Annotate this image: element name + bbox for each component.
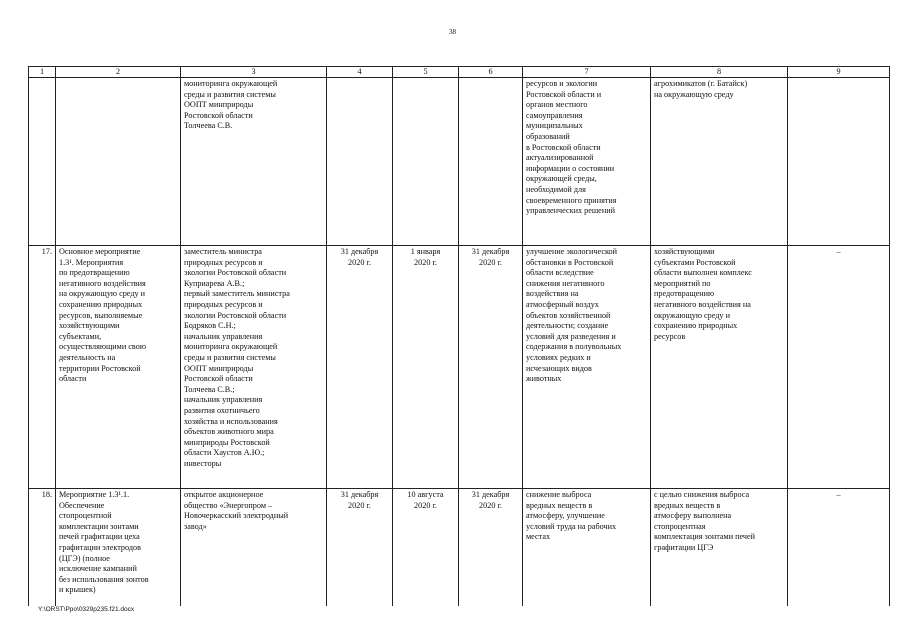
cell-actual-start: 1 января 2020 г. [393, 246, 459, 489]
measures-table [28, 66, 890, 606]
cell-actual-result: хозяйствующими субъектами Ростовской области выполнен комплекс мероприятий по предотвращению негативного воздействия на окружающую среду и сохранению природных ресурсов [651, 246, 788, 489]
cell-planned-result: снижение выброса вредных веществ в атмосферу, улучшение условий труда на рабочих местах [523, 489, 651, 606]
cell-actual-result: агрохимикатов (г. Батайск) на окружающую среду [651, 78, 788, 246]
header-cell: 8 [651, 67, 788, 78]
header-cell: 4 [327, 67, 393, 78]
header-cell: 2 [56, 67, 181, 78]
file-path-footer: Y:\ORST\Ppo\0329p235.f21.docx [38, 606, 135, 613]
table-row [29, 78, 890, 246]
cell-actual-end: 31 декабря 2020 г. [459, 246, 523, 489]
header-cell: 3 [181, 67, 327, 78]
cell-number: 17. [29, 246, 56, 489]
header-cell: 9 [788, 67, 890, 78]
header-cell: 6 [459, 67, 523, 78]
cell-actual-end: 31 декабря 2020 г. [459, 489, 523, 606]
header-cell: 1 [29, 67, 56, 78]
cell-planned-end: 31 декабря 2020 г. [327, 246, 393, 489]
cell-measure-name: Основное мероприятие 1.3¹. Мероприятия по предотвращению негативного воздействия на окружающую среду и сохранению природных ресурсов, выполняемые хозяйствующими субъектами, осуществляющими свою деятельность на территории Ростовской области [56, 246, 181, 489]
cell-number [29, 78, 56, 246]
cell-responsible: открытое акционерное общество «Энергопром – Новочеркасский электродный завод» [181, 489, 327, 606]
page-number: 38 [449, 28, 456, 36]
cell-actual-start [393, 78, 459, 246]
cell-actual-start: 10 августа 2020 г. [393, 489, 459, 606]
cell-number: 18. [29, 489, 56, 606]
cell-planned-end [327, 78, 393, 246]
header-cell: 5 [393, 67, 459, 78]
cell-reasons: – [788, 489, 890, 606]
cell-measure-name: Мероприятие 1.3¹.1. Обеспечение стопроцентной комплектации зонтами печей графитации цеха графитации электродов (ЦГЭ) (полное исключение кампаний без использования зонтов и крышек) [56, 489, 181, 606]
cell-planned-result: улучшение экологической обстановки в Ростовской области вследствие снижения негативного воздействия на атмосферный воздух объектов хозяйственной деятельности; создание условий для разведения и содержания в полувольных условиях редких и исчезающих видов животных [523, 246, 651, 489]
cell-actual-end [459, 78, 523, 246]
cell-reasons [788, 78, 890, 246]
cell-responsible: мониторинга окружающей среды и развития системы ООПТ минприроды Ростовской области Толчеева С.В. [181, 78, 327, 246]
cell-reasons: – [788, 246, 890, 489]
header-cell: 7 [523, 67, 651, 78]
cell-planned-end: 31 декабря 2020 г. [327, 489, 393, 606]
cell-planned-result: ресурсов и экологии Ростовской области и органов местного самоуправления муниципальных образований в Ростовской области актуализированной информации о состоянии окружающей среды, необходимой для своевременного принятия управленческих решений [523, 78, 651, 246]
table-row [29, 246, 890, 489]
cell-actual-result: с целью снижения выброса вредных веществ в атмосферу выполнена стопроцентная комплектация зонтами печей графитации ЦГЭ [651, 489, 788, 606]
table-row [29, 489, 890, 606]
cell-responsible: заместитель министра природных ресурсов и экологии Ростовской области Куприарева А.В.; первый заместитель министра природных ресурсов и экологии Ростовской области Бодряков С.Н.; начальник управления мониторинга окружающей среды и развития системы ООПТ минприроды Ростовской области Толчеева С.В.; начальник управления развития охотничьего хозяйства и использования объектов животного мира минприроды Ростовской области Хаустов А.Ю.; инвесторы [181, 246, 327, 489]
cell-measure-name [56, 78, 181, 246]
header-row [29, 67, 890, 78]
